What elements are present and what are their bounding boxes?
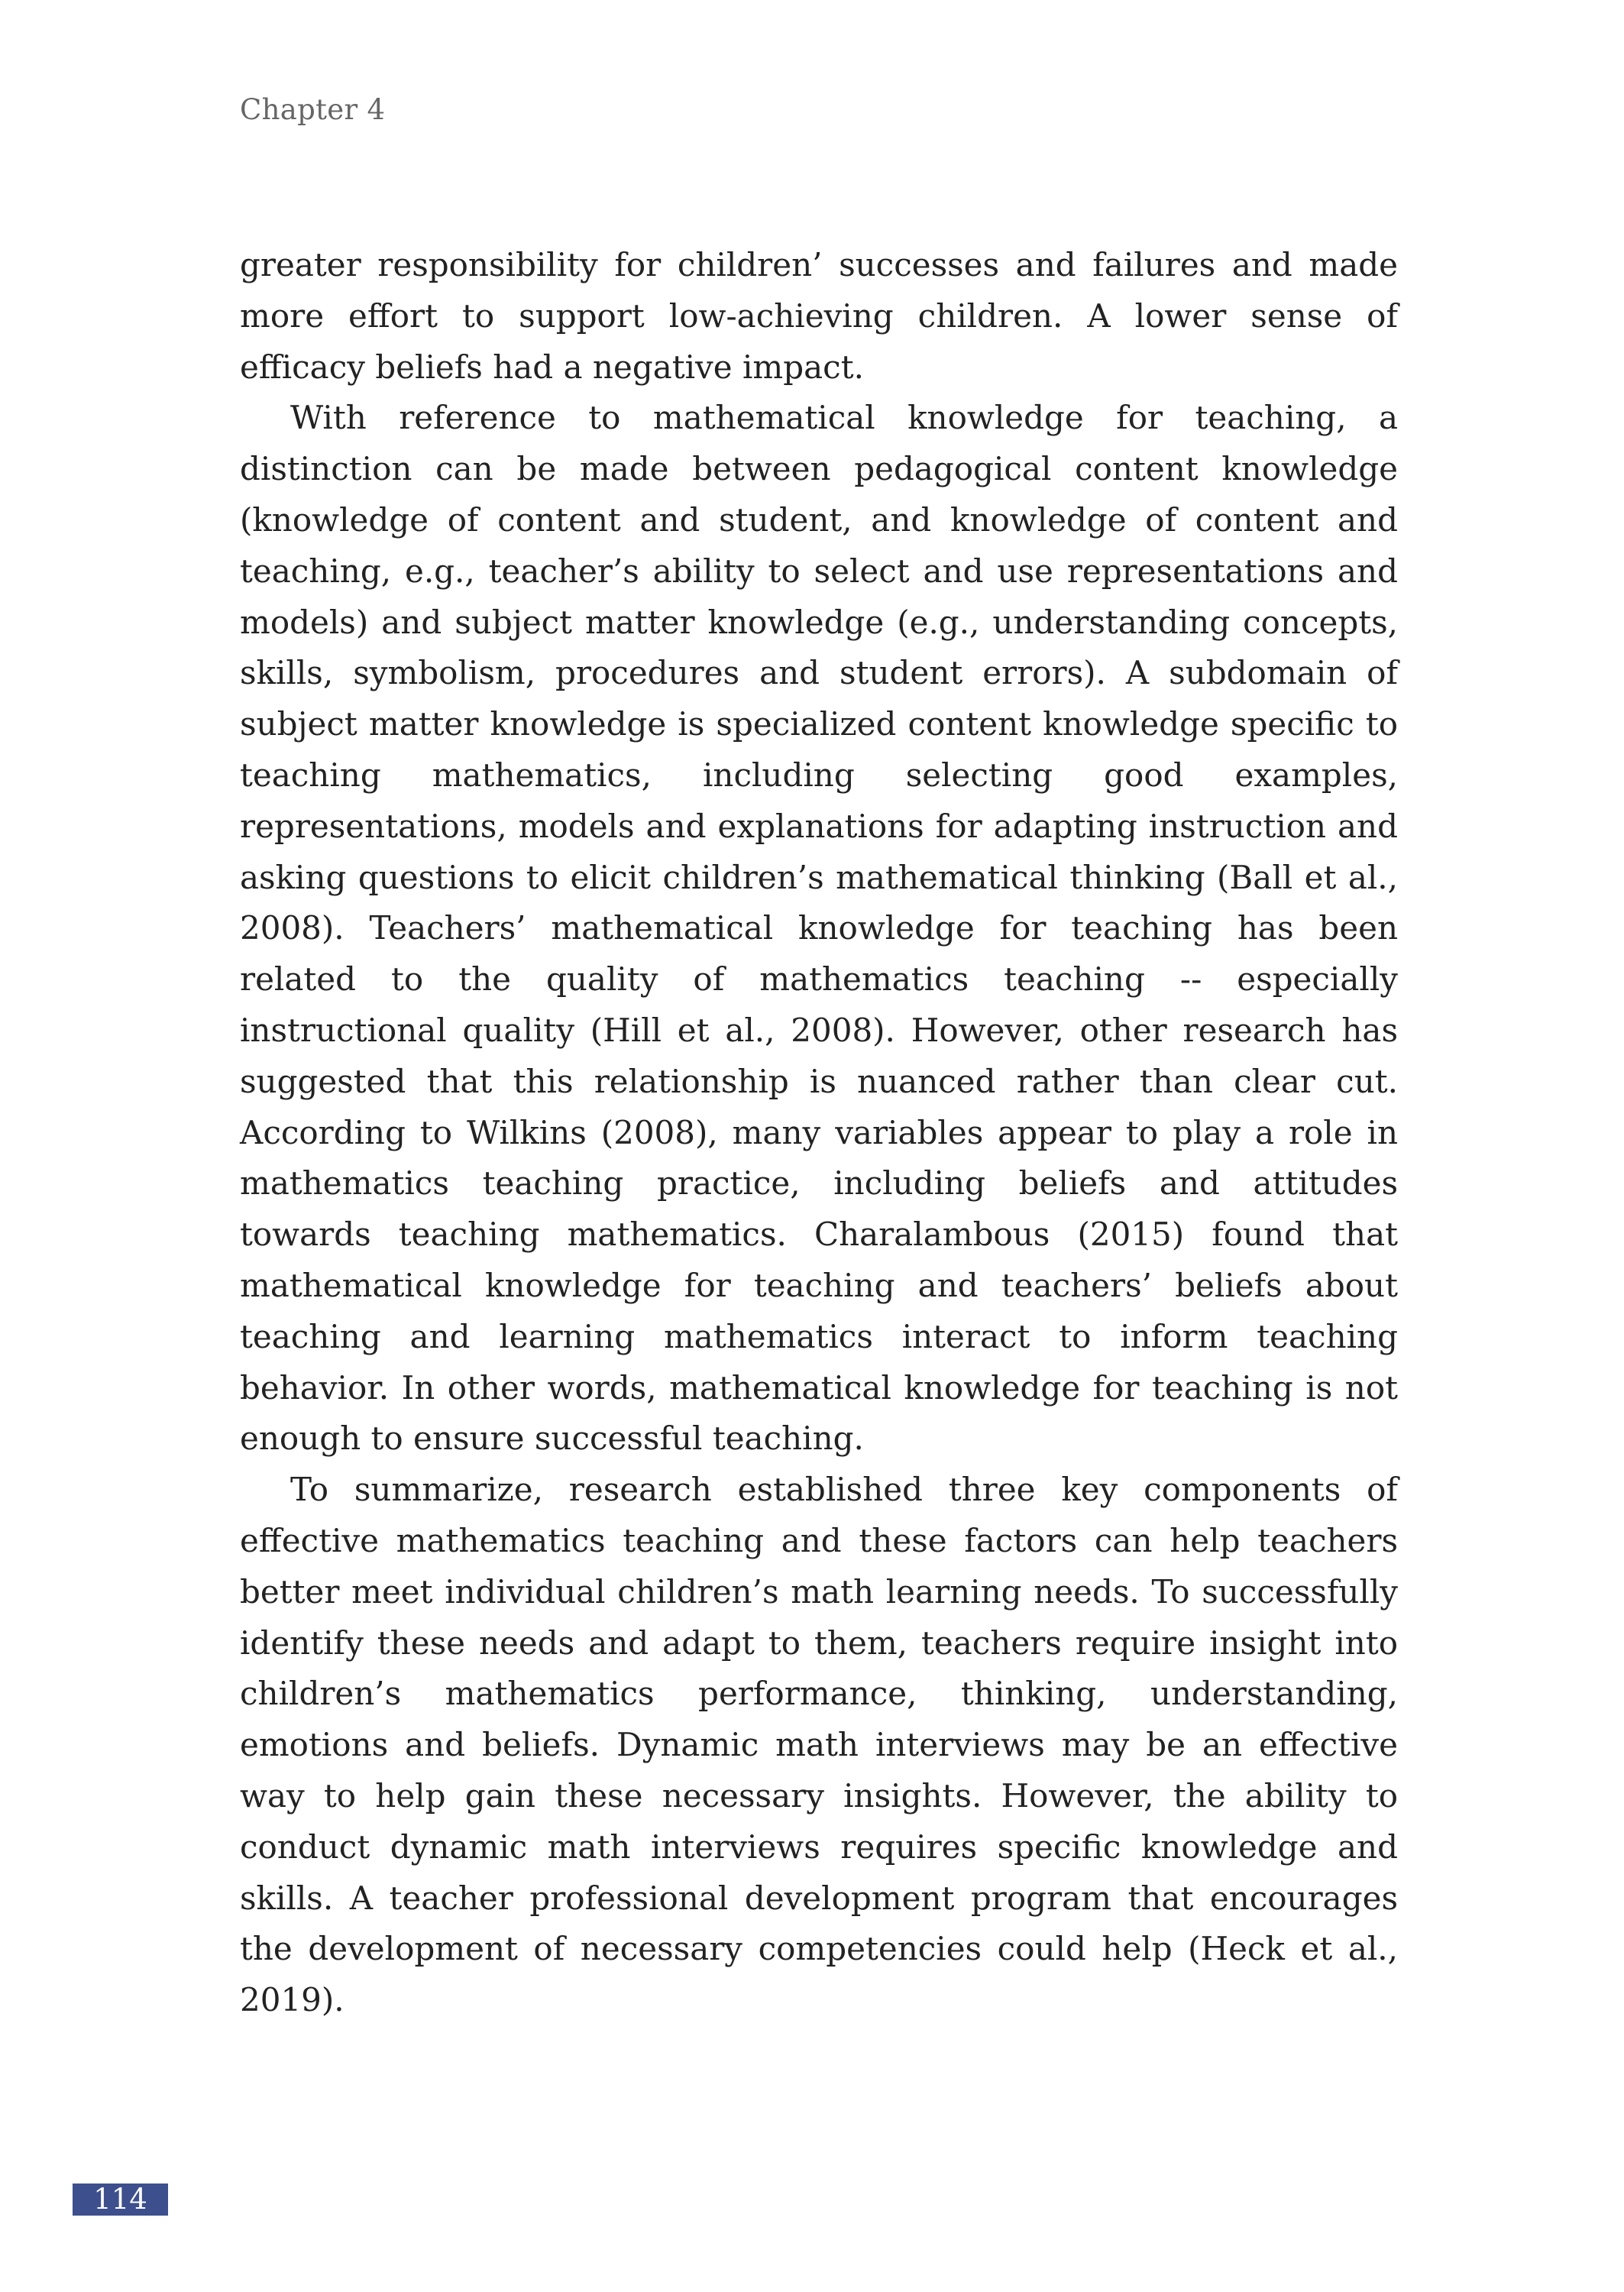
body-text — [240, 240, 1398, 2026]
paragraph-1: greater responsibility for children’ successes and failures and made more effort to support low-achieving children. A lower sense of efficacy beliefs had a negative impact. — [240, 246, 1398, 386]
paragraph-3: To summarize, research established three key components of effective mathematics teaching and these factors can help teachers better meet individual children’s math learning needs. To successfully identify these needs and adapt to them, teachers require insight into children’s mathematics performance, thinking, understanding, emotions and beliefs. Dynamic math interviews may be an effective way to help gain these necessary insights. However, the ability to conduct dynamic math interviews requires specific knowledge and skills. A teacher professional development program that encourages the development of necessary competencies could help (Heck et al., 2019). — [240, 1471, 1398, 2019]
running-header: Chapter 4 — [240, 93, 386, 126]
paragraph-2: With reference to mathematical knowledge for teaching, a distinction can be made between pedagogical content knowledge (knowledge of content and student, and knowledge of content and teaching, e.g., teacher’s ability to select and use representations and models) and subject matter knowledge (e.g., understanding concepts, skills, symbolism, procedures and student errors). A subdomain of subject matter knowledge is specialized content knowledge specific to teaching mathematics, including selecting good examples, representations, models and explanations for adapting instruction and asking questions to elicit children’s mathematical thinking (Ball et al., 2008). Teachers’ mathematical knowledge for teaching has been related to the quality of mathematics teaching -- especially instructional quality (Hill et al., 2008). However, other research has suggested that this relationship is nuanced rather than clear cut. According to Wilkins (2008), many variables appear to play a role in mathematics teaching practice, including beliefs and attitudes towards teaching mathematics. Charalambous (2015) found that mathematical knowledge for teaching and teachers’ beliefs about teaching and learning mathematics interact to inform teaching behavior. In other words, mathematical knowledge for teaching is not enough to ensure successful teaching. — [240, 399, 1398, 1458]
page-number: 114 — [73, 2184, 168, 2216]
